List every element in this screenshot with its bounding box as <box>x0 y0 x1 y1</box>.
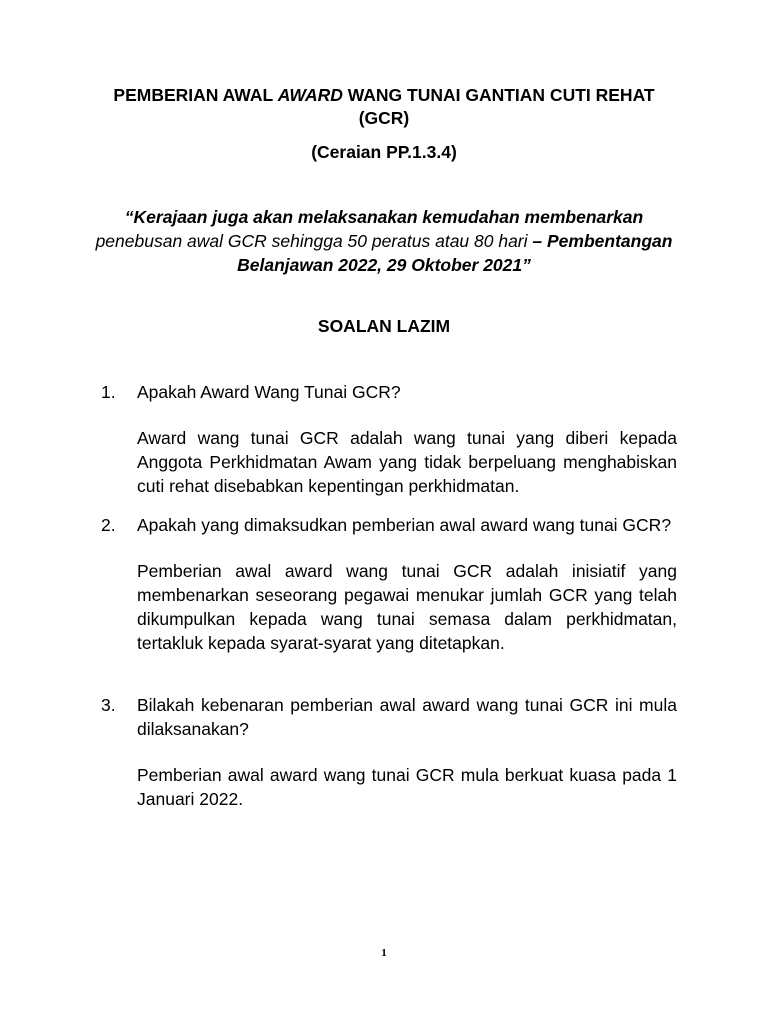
document-subtitle: (Ceraian PP.1.3.4) <box>311 142 457 162</box>
quote-line-3: – Pembentangan Belanjawan 2022, 29 Oktober 2021” <box>237 231 673 275</box>
title-text-end: WANG TUNAI GANTIAN CUTI REHAT (GCR) <box>342 85 655 128</box>
budget-quote <box>90 205 678 277</box>
faq-item <box>101 693 677 811</box>
document-title <box>90 84 678 130</box>
faq-question: Apakah yang dimaksudkan pemberian awal award wang tunai GCR? <box>137 515 672 535</box>
title-text-start: PEMBERIAN AWAL <box>113 85 278 105</box>
faq-number: 1. <box>101 382 116 402</box>
section-heading: SOALAN LAZIM <box>317 316 451 336</box>
faq-question: Bilakah kebenaran pemberian awal award wang tunai GCR ini mula dilaksanakan? <box>137 695 677 739</box>
faq-answer: Award wang tunai GCR adalah wang tunai yang diberi kepada Anggota Perkhidmatan Awam yang tidak berpeluang menghabiskan cuti rehat disebabkan kepentingan perkhidmatan. <box>137 428 677 496</box>
faq-item <box>101 380 677 498</box>
faq-number: 3. <box>101 695 116 715</box>
quote-line-2: penebusan awal GCR sehingga 50 peratus atau 80 hari <box>95 231 533 251</box>
faq-answer: Pemberian awal award wang tunai GCR adalah inisiatif yang membenarkan seseorang pegawai menukar jumlah GCR yang telah dikumpulkan kepada wang tunai semasa dalam perkhidmatan, tertakluk kepada syarat-syarat yang ditetapkan. <box>137 561 677 653</box>
faq-answer: Pemberian awal award wang tunai GCR mula berkuat kuasa pada 1 Januari 2022. <box>137 765 677 809</box>
faq-item <box>101 513 677 655</box>
title-emphasis: AWARD <box>277 85 343 105</box>
quote-line-1: “Kerajaan juga akan melaksanakan kemudahan membenarkan <box>124 207 644 227</box>
faq-number: 2. <box>101 515 116 535</box>
faq-question: Apakah Award Wang Tunai GCR? <box>137 382 401 402</box>
page-number: 1 <box>381 947 387 959</box>
